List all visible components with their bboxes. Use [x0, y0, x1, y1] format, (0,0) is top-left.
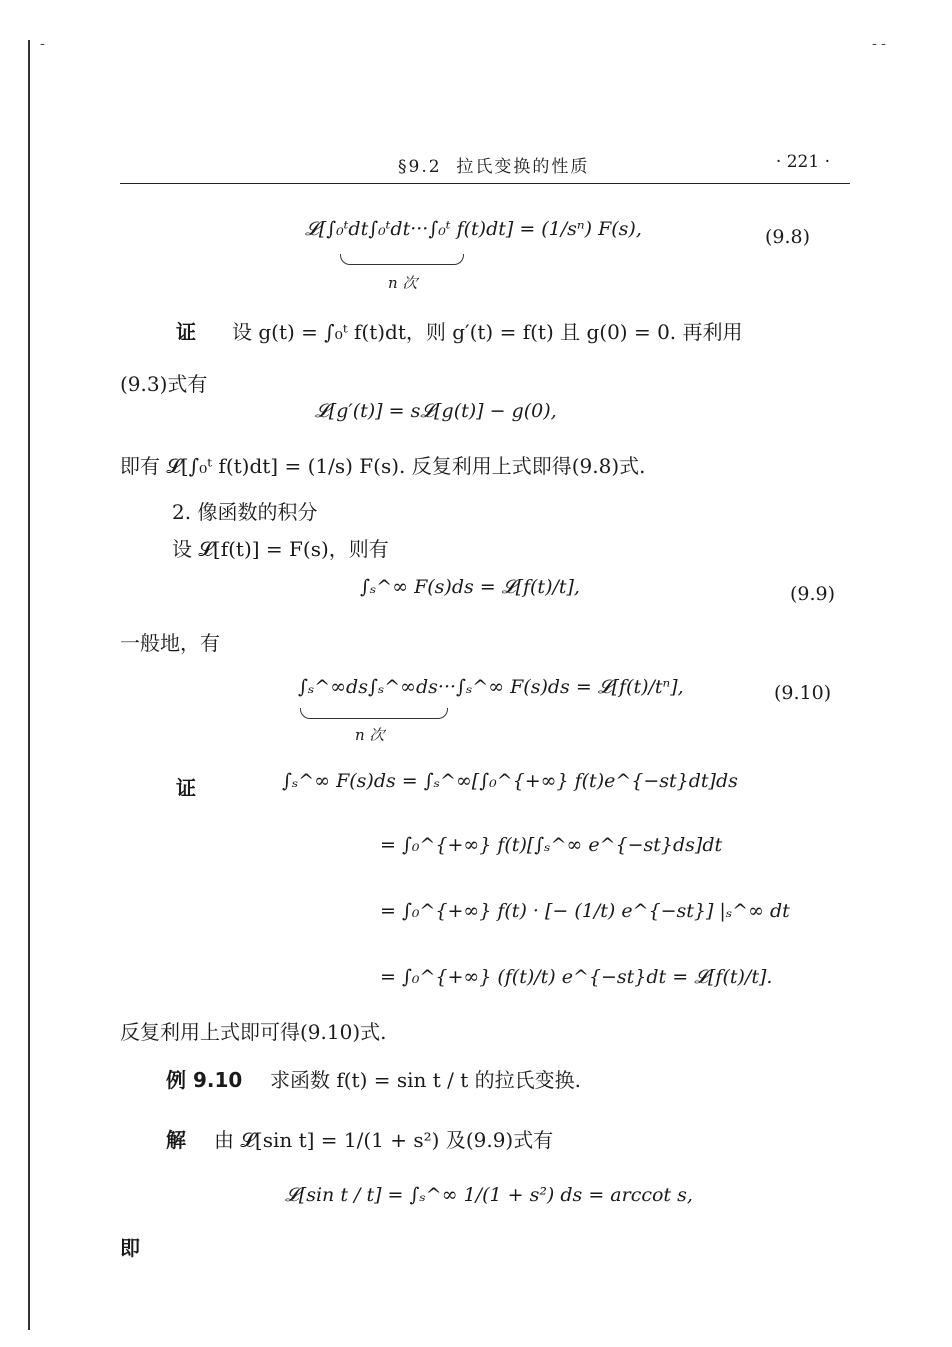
equation-9-9: ∫ₛ^∞ F(s)ds = 𝓛[f(t)/t],: [360, 576, 580, 598]
general-text: 一般地，有: [120, 631, 220, 655]
example-label: 例 9.10: [166, 1068, 243, 1092]
header-rule: [120, 183, 850, 184]
ji-text: 即: [120, 1236, 140, 1260]
proof-label-1: 证: [176, 320, 196, 344]
underbrace-9-10: [300, 708, 448, 719]
corner-mark-left: -: [40, 36, 45, 52]
proof-1-line-c: 即有 𝓛[∫₀ᵗ f(t)dt] = (1/s) F(s). 反复利用上式即得(9.8)式.: [120, 454, 646, 478]
binding-line: [28, 40, 30, 1330]
equation-9-10: ∫ₛ^∞ds∫ₛ^∞ds···∫ₛ^∞ F(s)ds = 𝓛[f(t)/tⁿ],: [298, 676, 684, 698]
underbrace-label-9-8: n 次: [388, 274, 418, 292]
proof-label-2: 证: [176, 776, 196, 800]
solution-label: 解: [166, 1128, 186, 1152]
proof-2-line-1: ∫ₛ^∞ F(s)ds = ∫ₛ^∞[∫₀^{+∞} f(t)e^{−st}dt]ds: [282, 770, 738, 792]
equation-number-9-10: (9.10): [774, 682, 832, 704]
running-header: [120, 152, 850, 176]
underbrace-label-9-10: n 次: [355, 726, 385, 744]
proof-2-line-2: = ∫₀^{+∞} f(t)[∫ₛ^∞ e^{−st}ds]dt: [380, 834, 723, 856]
proof-2-line-4: = ∫₀^{+∞} (f(t)/t) e^{−st}dt = 𝓛[f(t)/t].: [380, 966, 773, 988]
example-text: 求函数 f(t) = sin t / t 的拉氏变换.: [270, 1068, 582, 1092]
solution-text: 由 𝓛[sin t] = 1/(1 + s²) 及(9.9)式有: [214, 1128, 554, 1152]
equation-g-prime: 𝓛[g′(t)] = s𝓛[g(t)] − g(0),: [315, 400, 557, 422]
proof-1-line-a: 设 g(t) = ∫₀ᵗ f(t)dt，则 g′(t) = f(t) 且 g(0) = 0. 再利用: [232, 320, 743, 344]
section-2-title: 2. 像函数的积分: [172, 500, 318, 524]
proof-1-line-b: (9.3)式有: [120, 372, 208, 396]
equation-9-8: 𝓛[∫₀ᵗdt∫₀ᵗdt···∫₀ᵗ f(t)dt] = (1/sⁿ) F(s),: [305, 218, 642, 240]
page-number: · 221 ·: [775, 152, 830, 172]
equation-sin-result: 𝓛[sin t / t] = ∫ₛ^∞ 1/(1 + s²) ds = arccot s,: [285, 1184, 693, 1206]
repeat-text: 反复利用上式即可得(9.10)式.: [120, 1020, 387, 1044]
corner-mark-right: - -: [872, 36, 886, 52]
equation-number-9-8: (9.8): [765, 226, 811, 248]
underbrace-9-8: [340, 254, 464, 265]
equation-number-9-9: (9.9): [790, 583, 836, 605]
section-2-given: 设 𝓛[f(t)] = F(s)，则有: [172, 537, 389, 561]
header-title: §9.2 拉氏变换的性质: [398, 157, 590, 177]
proof-2-line-3: = ∫₀^{+∞} f(t) · [− (1/t) e^{−st}] |ₛ^∞ dt: [380, 900, 790, 922]
